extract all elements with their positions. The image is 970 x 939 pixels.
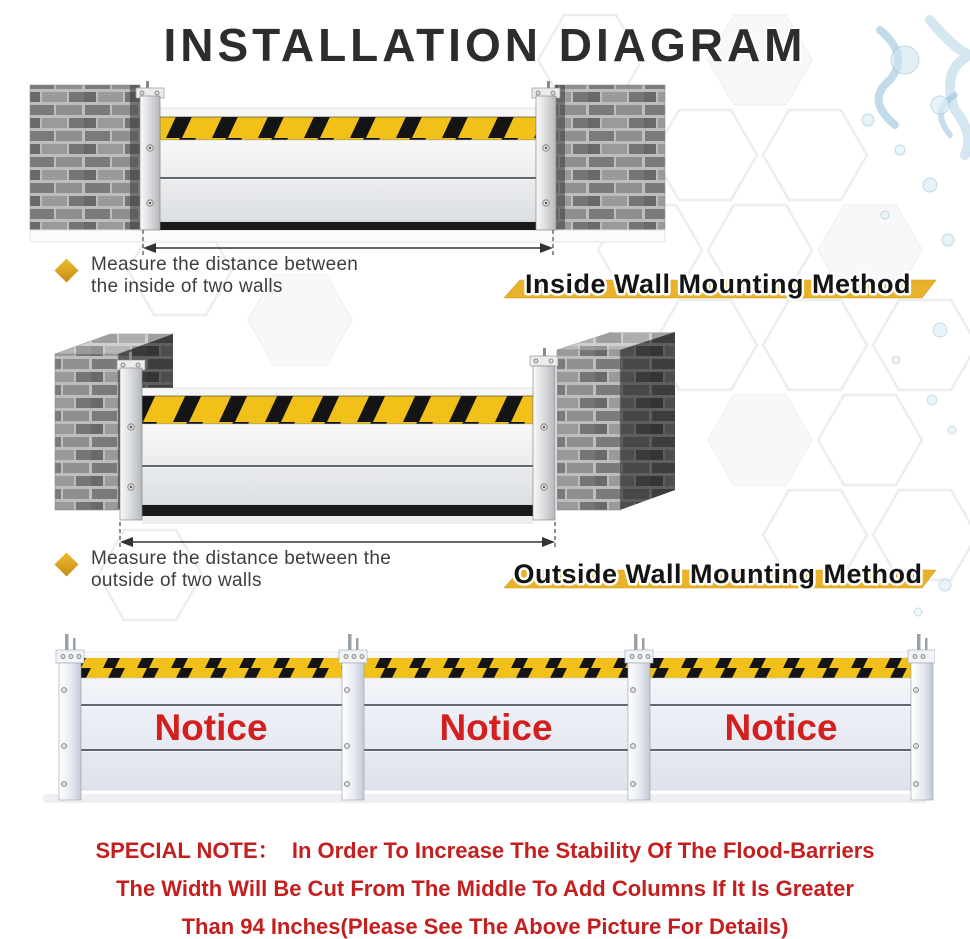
caption-line: the inside of two walls (91, 276, 283, 297)
panel-top-edge (364, 652, 628, 658)
post-bolt (62, 782, 67, 787)
ground-shadow (43, 794, 927, 803)
page-title: INSTALLATION DIAGRAM (163, 19, 807, 71)
mounting-rail-right (530, 348, 558, 520)
method-label-text: Inside Wall Mounting Method (525, 269, 911, 299)
outside-caption (58, 548, 498, 592)
panel-top-edge (650, 652, 911, 658)
barrier-bottom-lip (142, 516, 533, 524)
barrier-post-4 (908, 634, 935, 800)
bottom-seal (142, 505, 533, 516)
barrier-post-2 (339, 634, 367, 800)
post-bolt (62, 744, 67, 749)
post-pin (642, 638, 645, 650)
cap-bolt (77, 655, 81, 659)
post-body (911, 663, 933, 800)
cap-bolt (638, 655, 642, 659)
post-pin (356, 638, 359, 650)
post-bolt (62, 688, 67, 693)
caption-line: outside of two walls (91, 570, 262, 591)
brick-wall-right (555, 85, 665, 230)
post-pin (925, 638, 928, 650)
hazard-stripe (142, 396, 533, 424)
outside-method-label (486, 546, 936, 592)
barrier-top-edge (160, 108, 536, 117)
measurement-arrow (143, 243, 553, 253)
clamp-bolt (536, 91, 540, 95)
post-bolt (631, 688, 636, 693)
post-bolt (914, 744, 919, 749)
inside-caption (58, 254, 478, 298)
notice-text-2: Notice (439, 707, 553, 748)
wall-front-face (55, 354, 118, 510)
post-bolt (631, 744, 636, 749)
rail-body (533, 366, 555, 520)
flood-barrier-picture (35, 628, 935, 813)
caption-line: Measure the distance between the (91, 548, 392, 569)
wall-side-shadow (620, 332, 675, 510)
clamp-bolt (534, 359, 538, 363)
barrier-panel (160, 140, 536, 222)
clamp-bolt (549, 359, 553, 363)
wall-front-face (557, 350, 620, 510)
rail-body (140, 96, 160, 230)
rail-screw-dot (545, 147, 547, 149)
rail-screw-dot (545, 202, 547, 204)
flood-barrier (142, 388, 533, 524)
barrier-top-edge (142, 388, 533, 396)
rail-screw-dot (130, 486, 132, 488)
outside-mount-diagram (35, 332, 695, 554)
post-pin (65, 634, 69, 650)
bottom-seal (160, 222, 536, 230)
post-body (342, 663, 364, 800)
inside-mount-diagram (28, 78, 668, 258)
diamond-bullet-icon (54, 552, 78, 576)
outside-caption-text (91, 548, 391, 592)
notice-text-1: Notice (154, 707, 268, 748)
wall-inner-edge-left (130, 85, 140, 230)
barrier-post-1 (56, 634, 84, 800)
post-bolt (631, 782, 636, 787)
inside-method-label (486, 256, 936, 302)
post-bolt (345, 688, 350, 693)
clamp-bolt (551, 91, 555, 95)
special-note-line-2: The Width Will Be Cut From The Middle To Add Columns If It Is Greater (116, 876, 854, 901)
clamp-bolt (136, 363, 140, 367)
brick-wall-left (30, 85, 140, 230)
post-pin (634, 634, 638, 650)
cap-bolt (630, 655, 634, 659)
wall-inner-edge-right (555, 85, 565, 230)
post-pin (348, 634, 352, 650)
rail-pin (543, 348, 546, 357)
inside-caption-text (91, 254, 358, 298)
barrier-post-3 (625, 634, 653, 800)
post-bolt (914, 782, 919, 787)
barrier-section-2 (364, 652, 628, 790)
post-body (59, 663, 81, 800)
clamp-bolt (155, 91, 159, 95)
rail-screw-dot (130, 426, 132, 428)
rail-screw-dot (149, 202, 151, 204)
cap-bolt (69, 655, 73, 659)
special-note-line-1: SPECIAL NOTE： In Order To Increase The Stability Of The Flood-Barriers (95, 838, 875, 863)
mounting-rail-left (117, 352, 145, 520)
diamond-bullet-icon (54, 258, 78, 282)
post-bolt (345, 744, 350, 749)
panel-top-edge (81, 652, 342, 658)
method-label-text: Outside Wall Mounting Method (513, 559, 923, 589)
post-pin (73, 638, 76, 650)
mounting-rail-right (532, 81, 560, 230)
special-note (0, 832, 970, 939)
cap-bolt (360, 655, 364, 659)
hazard-stripe (160, 117, 536, 140)
barrier-section-1 (81, 652, 342, 790)
post-pin (917, 634, 921, 650)
rail-pin (129, 352, 132, 361)
rail-screw-dot (149, 147, 151, 149)
flood-barrier (160, 108, 536, 230)
clamp-bolt (121, 363, 125, 367)
cap-bolt (61, 655, 65, 659)
cap-bolt (921, 655, 925, 659)
post-bolt (345, 782, 350, 787)
post-bolt (914, 688, 919, 693)
cap-bolt (913, 655, 917, 659)
rail-body (536, 96, 556, 230)
special-note-line-3: Than 94 Inches(Please See The Above Picture For Details) (181, 914, 789, 939)
rail-screw-dot (543, 486, 545, 488)
cap-bolt (646, 655, 650, 659)
cap-bolt (344, 655, 348, 659)
floor-sill (30, 230, 665, 242)
hazard-stripe (81, 658, 342, 678)
notice-text-3: Notice (724, 707, 838, 748)
brick-column-right (557, 332, 675, 510)
mounting-rail-left (136, 81, 164, 230)
hazard-stripe (650, 658, 911, 678)
rail-body (120, 368, 142, 520)
caption-line: Measure the distance between (91, 254, 359, 275)
cap-bolt (352, 655, 356, 659)
hazard-stripe (364, 658, 628, 678)
clamp-bolt (140, 91, 144, 95)
barrier-panel (142, 424, 533, 505)
rail-screw-dot (543, 426, 545, 428)
barrier-section-3 (650, 652, 911, 790)
post-body (628, 663, 650, 800)
